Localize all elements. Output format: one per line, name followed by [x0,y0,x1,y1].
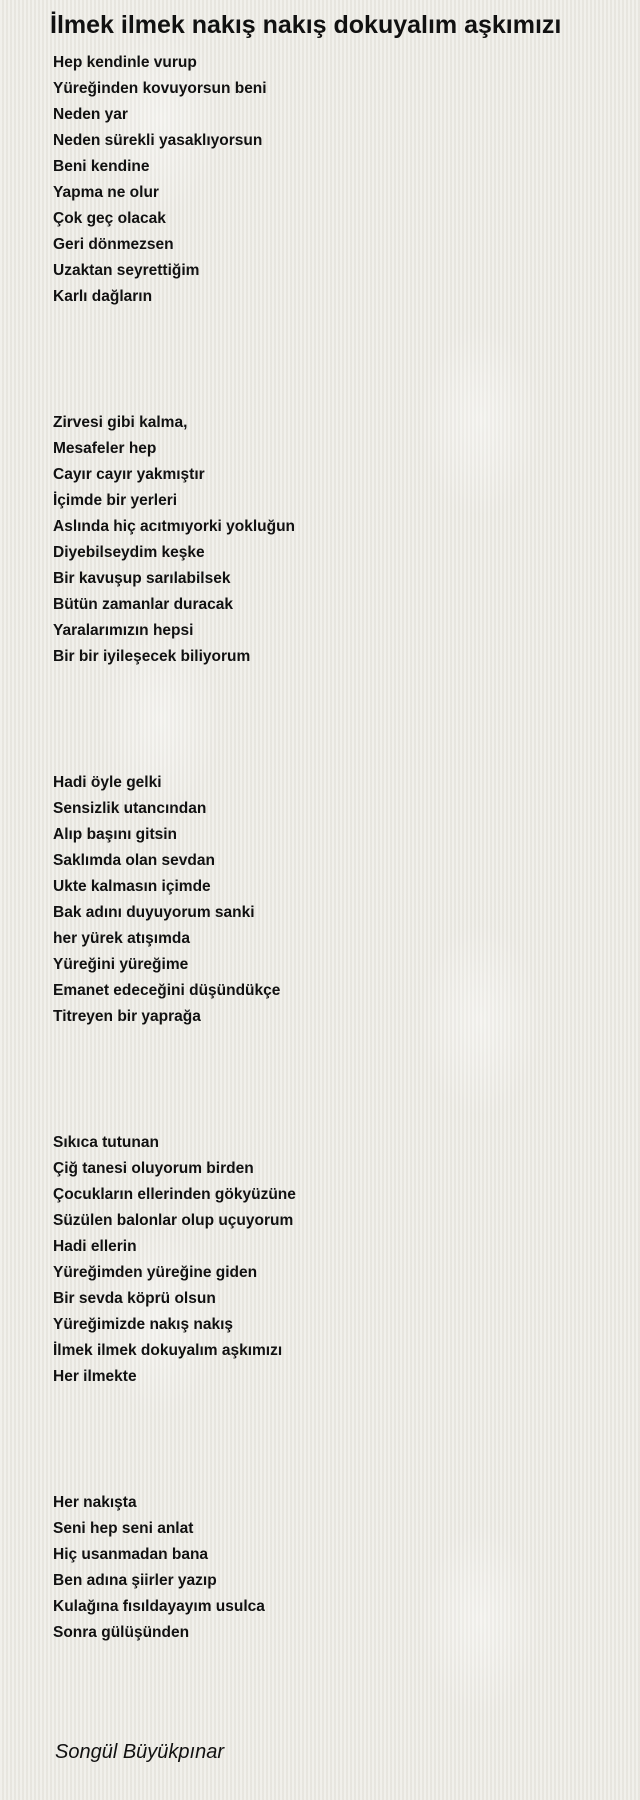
poem-line: Alıp başını gitsin [53,826,178,843]
poem-line: Mesafeler hep [53,440,157,457]
poem-line: Ukte kalmasın içimde [53,878,211,895]
poem-author: Songül Büyükpınar [55,1741,225,1763]
poem-line: Yüreğini yüreğime [53,956,189,973]
poem-line: Emanet edeceğini düşündükçe [53,982,281,999]
poem-line: Sensizlik utancından [53,800,207,817]
poem-line: Bir bir iyileşecek biliyorum [53,648,251,665]
poem-line: Neden yar [53,106,128,123]
poem-line: Yapma ne olur [53,184,159,201]
poem-line: Süzülen balonlar olup uçuyorum [53,1212,294,1229]
poem-line: Yüreğimizde nakış nakış [53,1316,234,1333]
poem-line: Hadi öyle gelki [53,774,162,791]
poem-line: Beni kendine [53,158,150,175]
poem-line: Zirvesi gibi kalma, [53,414,188,431]
poem-line: her yürek atışımda [53,930,190,947]
poem-line: Diyebilseydim keşke [53,544,205,561]
stanza-2 [53,410,295,670]
poem-line: Neden sürekli yasaklıyorsun [53,132,263,149]
poem-line: Sonra gülüşünden [53,1624,190,1641]
poem-line: Bir sevda köprü olsun [53,1290,216,1307]
poem-line: Seni hep seni anlat [53,1520,194,1537]
poem-line: Kulağına fısıldayayım usulca [53,1598,265,1615]
poem-line: Geri dönmezsen [53,236,174,253]
poem-line: Uzaktan seyrettiğim [53,262,200,279]
stanza-3 [53,770,280,1030]
poem-line: Bak adını duyuyorum sanki [53,904,255,921]
stanza-5 [53,1490,265,1646]
poem-line: Bütün zamanlar duracak [53,596,234,613]
poem-line: Aslında hiç acıtmıyorki yokluğun [53,518,296,535]
stanza-1 [53,50,267,310]
poem-line: Yüreğinden kovuyorsun beni [53,80,267,97]
poem-line: Hep kendinle vurup [53,54,197,71]
poem-line: Cayır cayır yakmıştır [53,466,205,483]
poem-line: İçimde bir yerleri [53,492,178,509]
poem-title: İlmek ilmek nakış nakış dokuyalım aşkımızı [50,11,562,39]
poem-line: Her nakışta [53,1494,137,1511]
poem-line: Saklımda olan sevdan [53,852,215,869]
poem-line: Titreyen bir yaprağa [53,1008,201,1025]
poem-line: Bir kavuşup sarılabilsek [53,570,231,587]
poem-line: Sıkıca tutunan [53,1134,159,1151]
poem-line: Ben adına şiirler yazıp [53,1572,217,1589]
poem-line: Karlı dağların [53,288,153,305]
poem-line: Yüreğimden yüreğine giden [53,1264,258,1281]
poem-line: İlmek ilmek dokuyalım aşkımızı [53,1342,283,1359]
poem-line: Çiğ tanesi oluyorum birden [53,1160,254,1177]
stanza-4 [53,1130,296,1390]
poem-line: Çok geç olacak [53,210,166,227]
poem-line: Hiç usanmadan bana [53,1546,209,1563]
poem-line: Yaralarımızın hepsi [53,622,194,639]
poem-line: Hadi ellerin [53,1238,137,1255]
poem-line: Çocukların ellerinden gökyüzüne [53,1186,296,1203]
poem-line: Her ilmekte [53,1368,137,1385]
